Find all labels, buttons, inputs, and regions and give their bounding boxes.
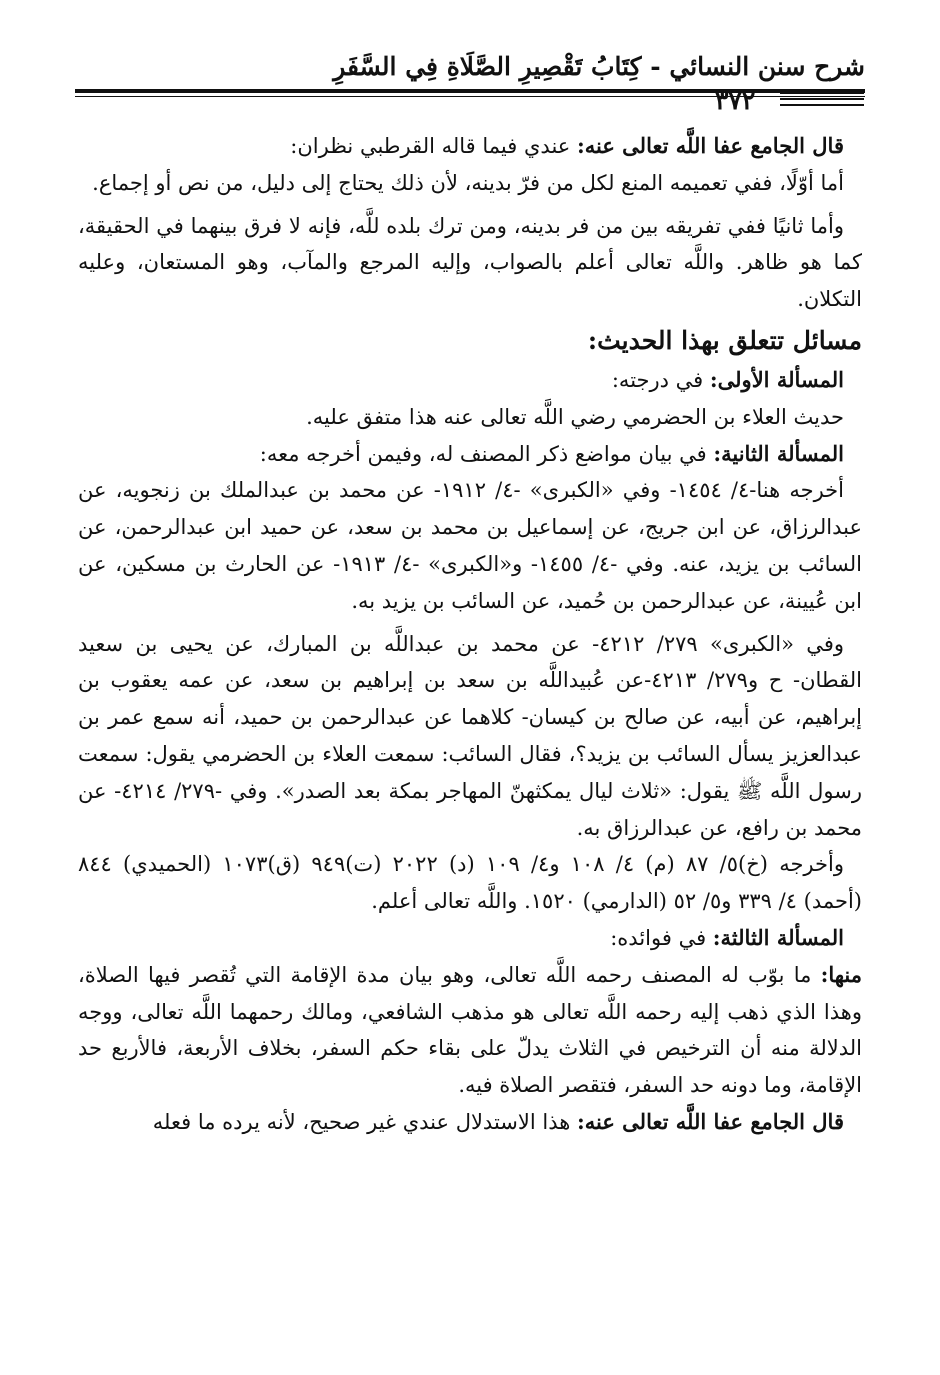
page-number: ٣٧٢ <box>715 86 756 115</box>
jami-label: قال الجامع عفا اللَّه تعالى عنه: <box>576 133 844 158</box>
minha-label: منها: <box>820 961 862 987</box>
page-body <box>78 128 862 1141</box>
masala-1-title: في درجته: <box>611 367 710 392</box>
paragraph-second-point: وأما ثانيًا ففي تفريقه بين من فر بدينه، ومن ترك بلده للَّه، فإنه لا فرق بينهما في الحقيقة، كما هو ظاهر. واللَّه تعالى أعلم بالصواب، وإليه المرجع والمآب، وهو المستعان، وعليه التكلان. <box>78 213 862 312</box>
jami-text: عندي فيما قاله القرطبي نظران: <box>290 134 577 158</box>
masala-3-body <box>78 957 862 1104</box>
page-number-decoration <box>780 92 864 110</box>
masala-2-body-2: وفي «الكبرى» ٢٧٩/ ٤٢١٢- عن محمد بن عبداللَّه بن المبارك، عن يحيى بن سعيد القطان- ح و٢٧٩/ ٤٢١٣-عن عُبيداللَّه بن سعد بن إبراهيم بن سعد، عن عمه يعقوب بن إبراهيم، عن أبيه، عن صالح بن كيسان- كلاهما عن عبدالرحمن بن حميد، أنه سمع عمر بن عبدالعزيز يسأل السائب بن يزيد؟، فقال السائب: سمعت العلاء بن الحضرمي يقول: سمعت رسول اللَّه ﷺ يقول: «ثلاث ليال يمكثهنّ المهاجر بمكة بعد الصدر». وفي -٢٧٩/ ٤٢١٤- عن محمد بن رافع، عن عبدالرزاق به. <box>78 631 862 840</box>
jami-final-text: هذا الاستدلال عندي غير صحيح، لأنه يرده ما فعله <box>152 1109 577 1134</box>
minha-text: ما بوّب له المصنف رحمه اللَّه تعالى، وهو بيان مدة الإقامة التي تُقصر فيها الصلاة، وهذا الذي ذهب إليه رحمه اللَّه تعالى هو مذهب الشافعي، ومالك رحمهما اللَّه تعالى، ووجه الدلالة منه أن الترخيص في الثلاث يدلّ على بقاء حكم السفر، بخلاف الأربعة، فالأربع حد الإقامة، وما دونه حد السفر، فتقصر الصلاة فيه. <box>78 962 862 1098</box>
masala-2-body-3: وأخرجه (خ)٥/ ٨٧ (م) ٤/ ١٠٨ و٤/ ١٠٩ (د) ٢٠٢٢ (ت)٩٤٩ (ق)١٠٧٣ (الحميدي) ٨٤٤ (أحمد) ٤/ ٣٣٩ و٥/ ٥٢ (الدارمي) ١٥٢٠. واللَّه تعالى أعلم. <box>78 852 862 914</box>
masala-2-label: المسألة الثانية: <box>713 440 844 466</box>
masala-2-title: في بيان مواضع ذكر المصنف له، وفيمن أخرجه معه: <box>259 441 714 466</box>
masala-3-label: المسألة الثالثة: <box>712 924 844 950</box>
masala-3-heading <box>78 920 862 957</box>
masala-3-title: في فوائده: <box>610 925 713 950</box>
masala-2-heading <box>78 436 862 473</box>
masala-1-body: حديث العلاء بن الحضرمي رضي اللَّه تعالى عنه هذا متفق عليه. <box>306 404 844 429</box>
paragraph-jami-note <box>78 128 862 165</box>
masala-2-body-1: أخرجه هنا-٤/ ١٤٥٤- وفي «الكبرى» -٤/ ١٩١٢- عن محمد بن عبدالملك بن زنجويه، عن عبدالرزاق، عن ابن جريج، عن إسماعيل بن محمد بن سعد، عن حميد ابن عبدالرحمن، عن السائب بن يزيد، عنه. وفي -٤/ ١٤٥٥- و«الكبرى» -٤/ ١٩١٣- عن الحارث بن مسكين، عن ابن عُيينة، عن عبدالرحمن بن حُميد، عن السائب بن يزيد به. <box>78 478 862 613</box>
running-title: شرح سنن النسائي - كِتَابُ تَقْصِيرِ الصَّلَاةِ فِي السَّفَرِ <box>333 52 865 81</box>
masala-1-label: المسألة الأولى: <box>709 366 844 392</box>
paragraph-first-point: أما أوّلًا، ففي تعميمه المنع لكل من فرّ بدينه، لأن ذلك يحتاج إلى دليل، من نص أو إجماع. <box>92 170 844 195</box>
jami-final-label: قال الجامع عفا اللَّه تعالى عنه: <box>576 1108 844 1134</box>
paragraph-jami-final <box>78 1104 862 1141</box>
masala-1-heading <box>78 362 862 399</box>
section-heading: مسائل تتعلق بهذا الحديث: <box>587 325 862 355</box>
